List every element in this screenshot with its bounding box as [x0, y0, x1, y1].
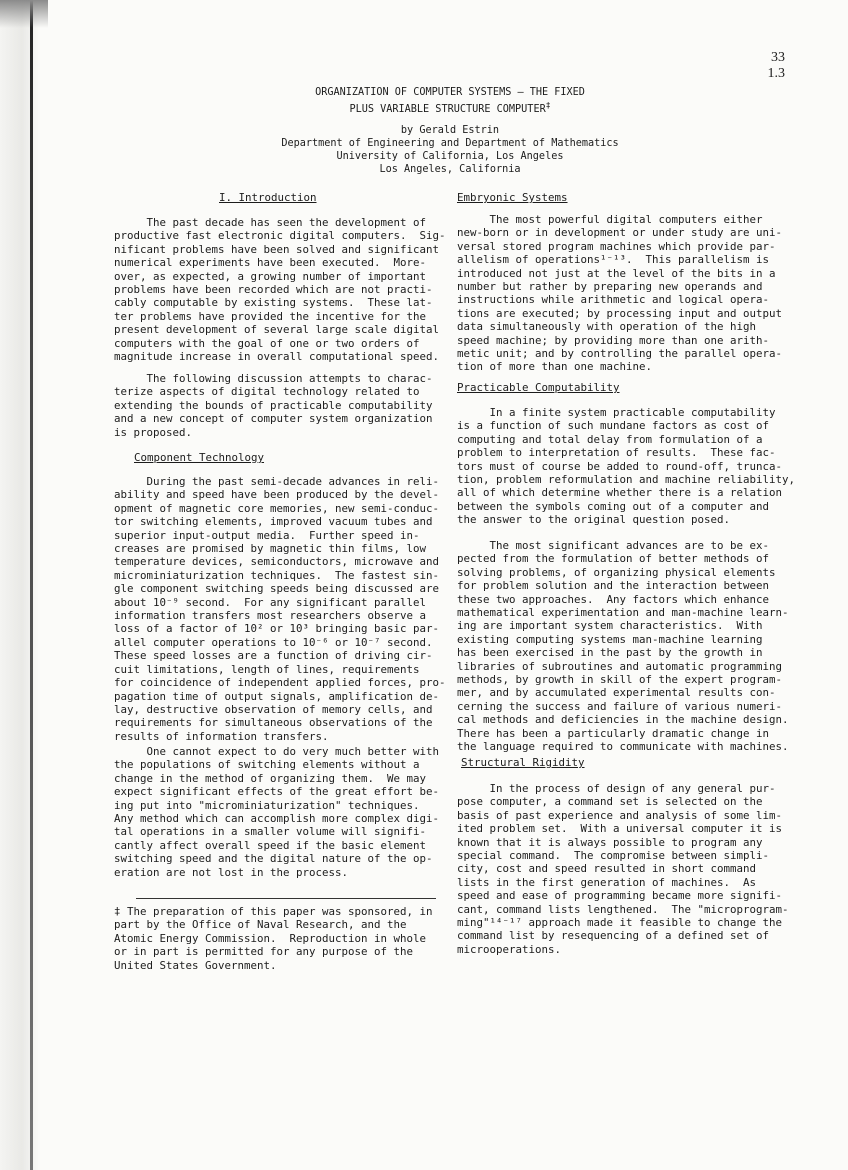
- section-heading-component-technology: Component Technology: [134, 451, 265, 464]
- text-line: United States Government.: [114, 958, 277, 972]
- text-line: part by the Office of Naval Research, and the: [114, 918, 407, 932]
- text-line: new-born or in development or under study are uni-: [457, 226, 783, 240]
- text-line: eration are not lost in the process.: [114, 865, 349, 879]
- title-line1: ORGANIZATION OF COMPUTER SYSTEMS — THE FIXED: [315, 87, 585, 98]
- text-line: pagation time of output signals, amplification de-: [114, 689, 440, 703]
- text-line: has been exercised in the past by the growth in: [457, 646, 763, 660]
- text-line: computers with the goal of one or two orders of: [114, 336, 420, 350]
- text-line: productive fast electronic digital computers. Sig-: [114, 229, 446, 243]
- text-line: information transfers most researchers observe a: [114, 609, 427, 623]
- text-line: or in part is permitted for any purpose of the: [114, 945, 414, 959]
- text-line: the answer to the original question posed.: [457, 513, 731, 527]
- practicable-paragraph-2: [457, 539, 789, 754]
- text-line: During the past semi-decade advances in reli-: [114, 475, 440, 488]
- text-line: allel computer operations to 10⁻⁶ or 10⁻⁷ second.: [114, 635, 433, 649]
- page-binding-edge: [30, 0, 33, 1170]
- text-line: special command. The compromise between simpli-: [457, 849, 770, 863]
- text-line: opment of magnetic core memories, new semi-conduc-: [114, 501, 440, 515]
- text-line: numerical experiments have been executed. More-: [114, 256, 427, 270]
- text-line: pose computer, a command set is selected on the: [457, 795, 763, 809]
- scan-corner-shadow: [0, 0, 48, 28]
- text-line: ited problem set. With a universal computer it is: [457, 822, 783, 836]
- text-line: cal methods and deficiencies in the machine design.: [457, 713, 789, 727]
- text-line: The most powerful digital computers either: [457, 213, 763, 226]
- text-line: nificant problems have been solved and significant: [114, 242, 440, 256]
- text-line: tion, problem reformulation and machine reliability,: [457, 473, 796, 487]
- title-line2-text: PLUS VARIABLE STRUCTURE COMPUTER: [349, 104, 546, 115]
- text-line: metic unit; and by controlling the parallel opera-: [457, 347, 783, 361]
- text-line: is a function of such mundane factors as cost of: [457, 419, 770, 433]
- text-line: tor switching elements, improved vacuum tubes and: [114, 515, 433, 529]
- text-line: existing computing systems man-machine learning: [457, 632, 763, 646]
- text-line: basis of past experience and analysis of some lim-: [457, 808, 783, 822]
- text-line: these two approaches. Any factors which enhance: [457, 592, 770, 606]
- author-byline: by Gerald Estrin: [400, 125, 500, 136]
- footnote: [114, 905, 433, 972]
- text-line: The following discussion attempts to charac-: [114, 372, 433, 385]
- text-line: speed machine; by providing more than one arith-: [457, 333, 770, 347]
- text-line: about 10⁻⁹ second. For any significant parallel: [114, 595, 427, 609]
- text-line: the populations of switching elements without a: [114, 758, 420, 772]
- embryonic-paragraph-1: [457, 213, 782, 374]
- title-line2: [200, 99, 700, 116]
- section-heading-introduction: I. Introduction: [219, 191, 317, 204]
- text-line: tal operations in a smaller volume will signifi-: [114, 825, 427, 839]
- section-heading-structural-rigidity: Structural Rigidity: [461, 756, 585, 769]
- text-line: ming"¹⁴⁻¹⁷ approach made it feasible to change the: [457, 916, 783, 930]
- text-line: One cannot expect to do very much better with: [114, 745, 440, 758]
- component-paragraph-2: [114, 745, 439, 879]
- text-line: loss of a factor of 10² or 10³ bringing basic par-: [114, 622, 440, 636]
- text-line: problem to interpretation of results. These fac-: [457, 446, 776, 460]
- structural-paragraph-1: [457, 782, 789, 956]
- component-paragraph-1: [114, 475, 446, 743]
- section-heading-practicable-computability: Practicable Computability: [457, 381, 620, 394]
- author-location: Los Angeles, California: [379, 164, 521, 175]
- text-line: present development of several large scale digital: [114, 323, 440, 337]
- page-number: [763, 50, 785, 82]
- page-binding-shadow: [0, 0, 40, 1170]
- text-line: The past decade has seen the development of: [114, 216, 427, 229]
- text-line: creases are promised by magnetic thin films, low: [114, 542, 427, 556]
- text-line: lists in the first generation of machines. As: [457, 875, 757, 889]
- text-line: problems have been recorded which are not practi-: [114, 283, 433, 297]
- text-line: ing put into "microminiaturization" techniques.: [114, 798, 420, 812]
- section-heading-embryonic-systems: Embryonic Systems: [457, 191, 568, 204]
- page-number-line1: 33: [771, 50, 785, 65]
- text-line: city, cost and speed resulted in short command: [457, 862, 757, 876]
- text-line: These speed losses are a function of driving cir-: [114, 649, 433, 663]
- author-university: University of California, Los Angeles: [336, 151, 564, 162]
- text-line: and a new concept of computer system organization: [114, 412, 433, 426]
- text-line: Atomic Energy Commission. Reproduction in whole: [114, 931, 427, 945]
- text-line: computing and total delay from formulation of a: [457, 432, 763, 446]
- intro-paragraph-2: [114, 372, 433, 439]
- text-line: ‡ The preparation of this paper was sponsored, in: [114, 905, 433, 918]
- text-line: methods, by growth in skill of the expert program-: [457, 673, 783, 687]
- text-line: cably computable by existing systems. These lat-: [114, 296, 433, 310]
- text-line: between the symbols coming out of a computer and: [457, 499, 770, 513]
- footnote-rule: [136, 898, 436, 899]
- text-line: libraries of subroutines and automatic programming: [457, 659, 783, 673]
- text-line: microoperations.: [457, 942, 562, 956]
- text-line: speed and ease of programming became more signifi-: [457, 889, 783, 903]
- text-line: expect significant effects of the great effort be-: [114, 785, 440, 799]
- text-line: results of information transfers.: [114, 729, 329, 743]
- text-line: versal stored program machines which provide par-: [457, 239, 776, 253]
- text-line: is proposed.: [114, 425, 193, 439]
- text-line: for coincidence of independent applied forces, pro-: [114, 676, 446, 690]
- text-line: mathematical experimentation and man-machine learn-: [457, 606, 789, 620]
- text-line: ability and speed have been produced by the devel-: [114, 488, 440, 502]
- text-line: switching speed and the digital nature of the op-: [114, 852, 433, 866]
- text-line: temperature devices, semiconductors, microwave and: [114, 555, 440, 569]
- text-line: cuit limitations, length of lines, requirements: [114, 662, 420, 676]
- practicable-paragraph-1: [457, 406, 795, 527]
- text-line: number but rather by preparing new operands and: [457, 280, 763, 294]
- text-line: over, as expected, a growing number of important: [114, 269, 427, 283]
- text-line: cant, command lists lengthened. The "microprogram-: [457, 902, 789, 916]
- text-line: allelism of operations¹⁻¹³. This parallelism is: [457, 253, 770, 267]
- text-line: command list by resequencing of a defined set of: [457, 929, 770, 943]
- text-line: for problem solution and the interaction between: [457, 579, 770, 593]
- text-line: solving problems, of organizing physical elements: [457, 565, 776, 579]
- text-line: introduced not just at the level of the bits in a: [457, 266, 776, 280]
- text-line: all of which determine whether there is a relation: [457, 486, 783, 500]
- text-line: The most significant advances are to be ex-: [457, 539, 770, 552]
- text-line: There has been a particularly dramatic change in: [457, 726, 770, 740]
- text-line: gle component switching speeds being discussed are: [114, 582, 440, 596]
- text-line: superior input-output media. Further speed in-: [114, 528, 420, 542]
- text-line: ter problems have provided the incentive for the: [114, 309, 427, 323]
- intro-paragraph-1: [114, 216, 446, 363]
- text-line: change in the method of organizing them. We may: [114, 771, 427, 785]
- text-line: tion of more than one machine.: [457, 360, 653, 374]
- text-line: magnitude increase in overall computational speed.: [114, 350, 440, 364]
- text-line: pected from the formulation of better methods of: [457, 552, 770, 566]
- page-number-line2: 1.3: [767, 66, 785, 81]
- text-line: requirements for simultaneous observations of the: [114, 716, 433, 730]
- text-line: tions are executed; by processing input and output: [457, 306, 783, 320]
- text-line: lay, destructive observation of memory cells, and: [114, 702, 433, 716]
- author-department: Department of Engineering and Department of Mathematics: [281, 138, 619, 149]
- text-line: data simultaneously with operation of the high: [457, 320, 757, 334]
- text-line: ing are important system characteristics. With: [457, 619, 763, 633]
- text-line: cerning the success and failure of various numeri-: [457, 699, 783, 713]
- text-line: cantly affect overall speed if the basic element: [114, 838, 427, 852]
- text-line: mer, and by accumulated experimental results con-: [457, 686, 776, 700]
- text-line: the language required to communicate with machines.: [457, 740, 789, 754]
- text-line: known that it is always possible to program any: [457, 835, 763, 849]
- text-line: terize aspects of digital technology related to: [114, 385, 420, 399]
- text-line: extending the bounds of practicable computability: [114, 398, 433, 412]
- text-line: In a finite system practicable computability: [457, 406, 776, 419]
- title-footnote-mark: ‡: [545, 101, 551, 110]
- text-line: instructions while arithmetic and logical opera-: [457, 293, 770, 307]
- text-line: microminiaturization techniques. The fastest sin-: [114, 568, 440, 582]
- paper-title: [200, 86, 700, 116]
- text-line: tors must of course be added to round-off, trunca-: [457, 459, 783, 473]
- author-block: [200, 124, 700, 176]
- text-line: Any method which can accomplish more complex digi-: [114, 812, 440, 826]
- text-line: In the process of design of any general pur-: [457, 782, 776, 795]
